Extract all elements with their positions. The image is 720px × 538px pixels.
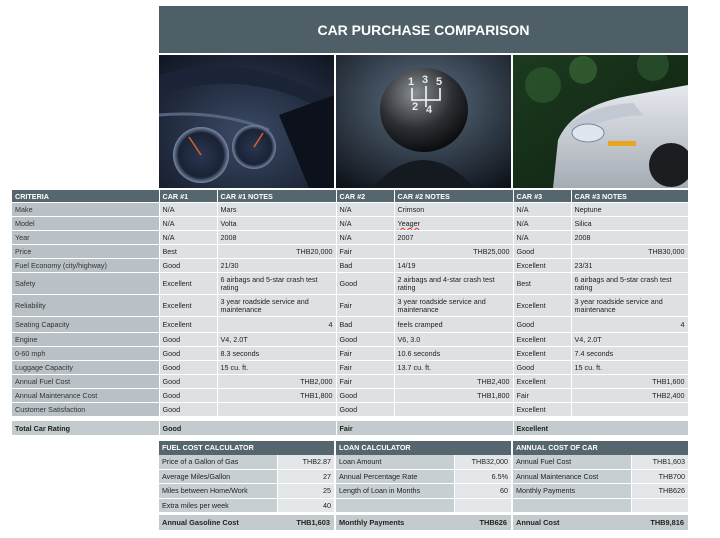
car2-note[interactable]: 2 airbags and 4-star crash test rating — [394, 273, 513, 295]
criteria-label: Fuel Economy (city/highway) — [12, 259, 159, 273]
col-header-car2-notes: CAR #2 NOTES — [394, 190, 513, 203]
annual-gasoline-cost-value: THB1,603 — [296, 518, 330, 527]
car1-rating[interactable]: Good — [159, 375, 217, 389]
car1-rating[interactable]: Good — [159, 361, 217, 375]
car2-note[interactable]: THB2,400 — [394, 375, 513, 389]
extra-miles-input[interactable]: 40 — [277, 498, 334, 513]
calc-row — [159, 484, 334, 499]
car2-rating[interactable]: Bad — [336, 317, 394, 333]
car3-note[interactable]: 4 — [571, 317, 688, 333]
gas-price-label: Price of a Gallon of Gas — [159, 455, 277, 469]
criteria-label: Reliability — [12, 295, 159, 317]
total-rating-label: Total Car Rating — [12, 421, 159, 436]
loan-amount-input[interactable]: THB32,000 — [454, 455, 511, 469]
table-header-row — [12, 190, 688, 203]
loan-amount-label: Loan Amount — [336, 455, 454, 469]
car1-rating[interactable]: Good — [159, 403, 217, 417]
criteria-label: Make — [12, 203, 159, 217]
car2-rating[interactable]: Good — [336, 273, 394, 295]
table-row — [12, 317, 688, 333]
car1-note[interactable]: 3 year roadside service and maintenance — [217, 295, 336, 317]
calc-row — [159, 498, 334, 513]
car1-note[interactable]: 21/30 — [217, 259, 336, 273]
car3-rating[interactable]: N/A — [513, 231, 571, 245]
apr-label: Annual Percentage Rate — [336, 469, 454, 484]
calc-row — [513, 498, 688, 513]
gear-shift-photo — [336, 55, 511, 188]
svg-text:1: 1 — [408, 76, 415, 88]
criteria-label: Seating Capacity — [12, 317, 159, 333]
commute-miles-input[interactable]: 25 — [277, 484, 334, 499]
car3-note[interactable]: 2008 — [571, 231, 688, 245]
annual-fuel-cost-value: THB1,603 — [631, 455, 688, 469]
criteria-label: 0-60 mph — [12, 347, 159, 361]
car3-note[interactable]: 3 year roadside service and maintenance — [571, 295, 688, 317]
car1-note[interactable]: Mars — [217, 203, 336, 217]
car2-note[interactable]: Crimson — [394, 203, 513, 217]
calc-row — [336, 484, 511, 499]
empty-label — [513, 498, 631, 513]
table-row — [12, 217, 688, 231]
monthly-payments-label: Monthly Payments — [513, 484, 631, 499]
car1-note[interactable] — [217, 403, 336, 417]
criteria-label: Price — [12, 245, 159, 259]
page-title: CAR PURCHASE COMPARISON — [317, 22, 530, 38]
total-rating-row — [12, 421, 688, 436]
criteria-label: Luggage Capacity — [12, 361, 159, 375]
svg-text:3: 3 — [422, 74, 429, 86]
car1-rating[interactable]: Excellent — [159, 273, 217, 295]
criteria-label: Model — [12, 217, 159, 231]
car1-rating[interactable]: N/A — [159, 217, 217, 231]
car3-note[interactable]: THB2,400 — [571, 389, 688, 403]
commute-miles-label: Miles between Home/Work — [159, 484, 277, 499]
car2-rating[interactable]: N/A — [336, 217, 394, 231]
car1-total-rating: Good — [159, 421, 336, 436]
car1-rating[interactable]: N/A — [159, 203, 217, 217]
car2-note[interactable]: feels cramped — [394, 317, 513, 333]
car1-rating[interactable]: Good — [159, 389, 217, 403]
car3-note[interactable]: 23/31 — [571, 259, 688, 273]
car3-rating[interactable]: Good — [513, 245, 571, 259]
criteria-label: Annual Fuel Cost — [12, 375, 159, 389]
car3-rating[interactable]: N/A — [513, 203, 571, 217]
car1-rating[interactable]: Best — [159, 245, 217, 259]
table-row — [12, 203, 688, 217]
car2-note[interactable]: 2007 — [394, 231, 513, 245]
car2-rating[interactable]: N/A — [336, 231, 394, 245]
car2-note[interactable]: V6, 3.0 — [394, 333, 513, 347]
car1-note[interactable]: 2008 — [217, 231, 336, 245]
calc-row — [336, 455, 511, 469]
car1-note[interactable]: 15 cu. ft. — [217, 361, 336, 375]
car3-rating[interactable]: Good — [513, 317, 571, 333]
empty-value — [631, 498, 688, 513]
calc-row — [513, 484, 688, 499]
car3-rating[interactable]: N/A — [513, 217, 571, 231]
car1-note[interactable]: V4, 2.0T — [217, 333, 336, 347]
annual-cost-of-car — [513, 441, 688, 513]
table-row — [12, 403, 688, 417]
monthly-payments-value: THB626 — [631, 484, 688, 499]
car3-rating[interactable]: Best — [513, 273, 571, 295]
table-row — [12, 333, 688, 347]
calc-row — [336, 498, 511, 513]
car2-note[interactable]: THB25,000 — [394, 245, 513, 259]
car3-note[interactable]: 7.4 seconds — [571, 347, 688, 361]
criteria-label: Safety — [12, 273, 159, 295]
annual-fuel-cost-label: Annual Fuel Cost — [513, 455, 631, 469]
table-row — [12, 295, 688, 317]
car1-note[interactable]: 6 airbags and 5-star crash test rating — [217, 273, 336, 295]
fuel-calc-title: FUEL COST CALCULATOR — [159, 441, 334, 455]
calc-row — [336, 469, 511, 484]
car2-total-rating: Fair — [336, 421, 513, 436]
car3-note[interactable]: 15 cu. ft. — [571, 361, 688, 375]
car1-note[interactable]: THB20,000 — [217, 245, 336, 259]
svg-text:4: 4 — [426, 104, 433, 116]
criteria-label: Customer Satisfaction — [12, 403, 159, 417]
car2-rating[interactable]: Fair — [336, 361, 394, 375]
gas-price-input[interactable]: THB2.87 — [277, 455, 334, 469]
car3-rating[interactable]: Excellent — [513, 295, 571, 317]
monthly-payments-label: Monthly Payments — [339, 518, 405, 527]
car3-note[interactable]: Silica — [571, 217, 688, 231]
car3-note[interactable] — [571, 403, 688, 417]
car1-note[interactable]: Volta — [217, 217, 336, 231]
loan-calculator — [336, 441, 511, 513]
table-row — [12, 347, 688, 361]
car2-note[interactable] — [394, 403, 513, 417]
calc-row — [159, 455, 334, 469]
car1-note[interactable]: 4 — [217, 317, 336, 333]
car3-total-rating: Excellent — [513, 421, 688, 436]
table-row — [12, 375, 688, 389]
svg-text:5: 5 — [436, 76, 443, 88]
car1-note[interactable]: 8.3 seconds — [217, 347, 336, 361]
comparison-table — [12, 190, 689, 436]
car3-rating[interactable]: Fair — [513, 389, 571, 403]
car3-note[interactable]: 6 airbags and 5-star crash test rating — [571, 273, 688, 295]
criteria-label: Year — [12, 231, 159, 245]
car2-note[interactable]: 3 year roadside service and maintenance — [394, 295, 513, 317]
calc-row — [513, 469, 688, 484]
loan-length-label: Length of Loan in Months — [336, 484, 454, 499]
car1-rating[interactable]: Good — [159, 259, 217, 273]
car1-note[interactable]: THB1,800 — [217, 389, 336, 403]
car3-rating[interactable]: Excellent — [513, 403, 571, 417]
col-header-criteria: CRITERIA — [12, 190, 159, 203]
table-row — [12, 259, 688, 273]
car3-rating[interactable]: Excellent — [513, 347, 571, 361]
svg-text:2: 2 — [412, 101, 419, 113]
car2-note[interactable]: Yeager — [394, 217, 513, 231]
monthly-payments-value: THB626 — [479, 518, 507, 527]
extra-miles-label: Extra miles per week — [159, 498, 277, 513]
car2-note[interactable]: 10.6 seconds — [394, 347, 513, 361]
mpg-input[interactable]: 27 — [277, 469, 334, 484]
car2-rating[interactable]: Good — [336, 403, 394, 417]
car2-rating[interactable]: Fair — [336, 347, 394, 361]
car2-rating[interactable]: N/A — [336, 203, 394, 217]
car1-rating[interactable]: Excellent — [159, 317, 217, 333]
mpg-label: Average Miles/Gallon — [159, 469, 277, 484]
col-header-car3-notes: CAR #3 NOTES — [571, 190, 688, 203]
criteria-label: Engine — [12, 333, 159, 347]
annual-maintenance-label: Annual Maintenance Cost — [513, 469, 631, 484]
annual-maintenance-input[interactable]: THB700 — [631, 469, 688, 484]
criteria-label: Annual Maintenance Cost — [12, 389, 159, 403]
car3-note[interactable]: THB1,600 — [571, 375, 688, 389]
car2-note[interactable]: 14/19 — [394, 259, 513, 273]
car3-rating[interactable]: Excellent — [513, 333, 571, 347]
annual-cost-label: Annual Cost — [516, 518, 560, 527]
car3-note[interactable]: Neptune — [571, 203, 688, 217]
col-header-car2: CAR #2 — [336, 190, 394, 203]
car2-rating[interactable]: Good — [336, 389, 394, 403]
car2-rating[interactable]: Fair — [336, 295, 394, 317]
table-row — [12, 273, 688, 295]
annual-cost-value: THB9,816 — [650, 518, 684, 527]
car3-rating[interactable]: Excellent — [513, 259, 571, 273]
car1-rating[interactable]: Good — [159, 333, 217, 347]
annual-cost-title: ANNUAL COST OF CAR — [513, 441, 688, 455]
loan-length-input[interactable]: 60 — [454, 484, 511, 499]
car2-rating[interactable]: Fair — [336, 245, 394, 259]
col-header-car3: CAR #3 — [513, 190, 571, 203]
car2-rating[interactable]: Fair — [336, 375, 394, 389]
car2-note[interactable]: 13.7 cu. ft. — [394, 361, 513, 375]
car2-rating[interactable]: Good — [336, 333, 394, 347]
dashboard-photo — [159, 55, 334, 188]
monthly-payments — [336, 515, 511, 530]
car-front-photo — [513, 55, 688, 188]
fuel-cost-calculator — [159, 441, 334, 513]
car1-rating[interactable]: Excellent — [159, 295, 217, 317]
annual-gasoline-cost-label: Annual Gasoline Cost — [162, 518, 239, 527]
car2-rating[interactable]: Bad — [336, 259, 394, 273]
car3-rating[interactable]: Excellent — [513, 375, 571, 389]
apr-input[interactable]: 6.5% — [454, 469, 511, 484]
empty-value — [454, 498, 511, 513]
table-row — [12, 231, 688, 245]
car1-rating[interactable]: Good — [159, 347, 217, 361]
car3-rating[interactable]: Good — [513, 361, 571, 375]
car3-note[interactable]: THB30,000 — [571, 245, 688, 259]
table-row — [12, 245, 688, 259]
car2-note[interactable]: THB1,800 — [394, 389, 513, 403]
col-header-car1: CAR #1 — [159, 190, 217, 203]
annual-cost — [513, 515, 688, 530]
loan-calc-title: LOAN CALCULATOR — [336, 441, 511, 455]
empty-label — [336, 498, 454, 513]
car3-note[interactable]: V4, 2.0T — [571, 333, 688, 347]
car1-note[interactable]: THB2,000 — [217, 375, 336, 389]
calc-row — [159, 469, 334, 484]
table-row — [12, 389, 688, 403]
calc-row — [513, 455, 688, 469]
annual-gasoline-cost — [159, 515, 334, 530]
car1-rating[interactable]: N/A — [159, 231, 217, 245]
table-row — [12, 361, 688, 375]
col-header-car1-notes: CAR #1 NOTES — [217, 190, 336, 203]
